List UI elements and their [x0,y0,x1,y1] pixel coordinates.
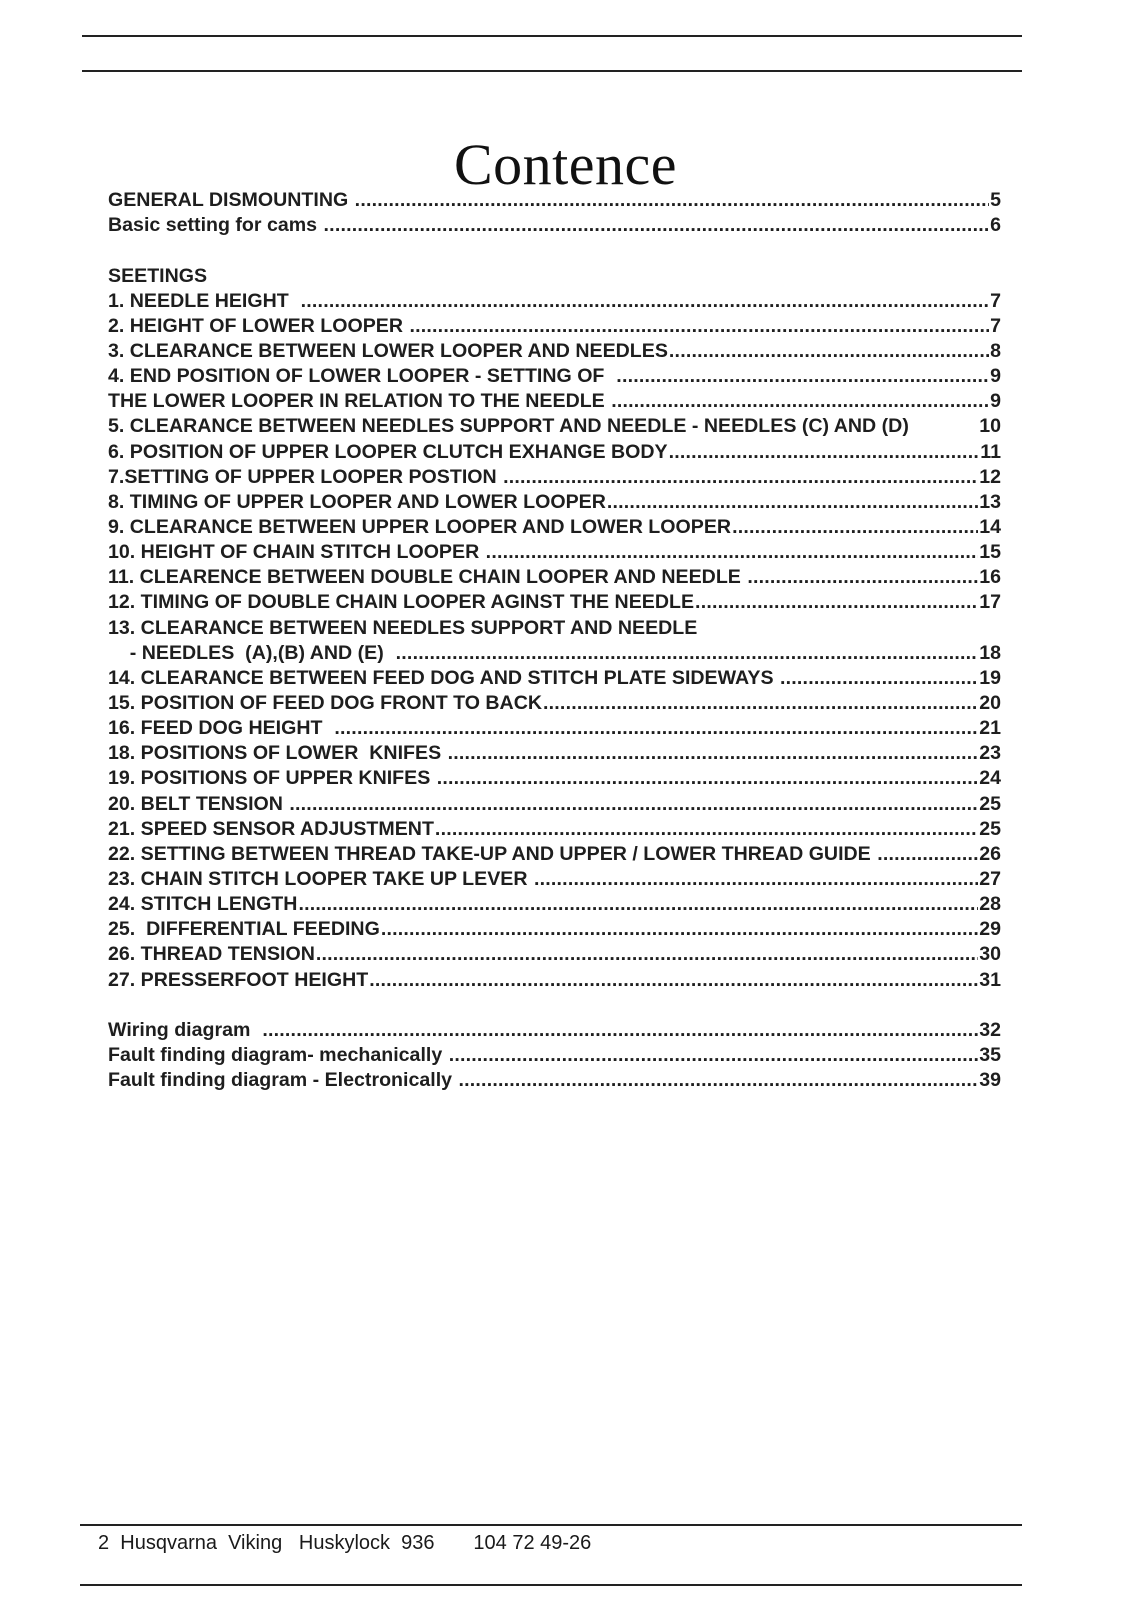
toc-entry [108,463,1001,488]
toc-entry [108,362,1001,387]
toc-entry-label: 22. SETTING BETWEEN THREAD TAKE-UP AND UPPER / LOWER THREAD GUIDE [108,842,877,865]
toc-entry-page: 26 [979,842,1001,865]
toc-leader-dots [289,793,978,815]
toc-entry-page: 25 [979,817,1001,840]
toc-entry [108,488,1001,513]
toc-entry [108,211,1001,236]
toc-entry-label: 11. CLEARENCE BETWEEN DOUBLE CHAIN LOOPER AND NEEDLE [108,566,747,589]
toc-entry-label: Fault finding diagram- mechanically [108,1043,448,1066]
toc-leader-dots [262,1019,978,1041]
toc-leader-dots [437,767,978,789]
toc-entry-page: 29 [979,918,1001,941]
toc-entry-page: 8 [990,339,1001,362]
toc-entry [108,714,1001,739]
footer-page-number: 2 [98,1532,110,1554]
toc-leader-dots [369,969,978,991]
toc-entry [108,387,1001,412]
toc-entry-label: 16. FEED DOG HEIGHT [108,717,334,740]
toc-leader-dots [449,1044,979,1066]
toc-entry [108,412,1001,437]
toc-leader-dots [409,315,989,337]
toc-leader-dots [448,742,979,764]
toc-entry-label: 23. CHAIN STITCH LOOPER TAKE UP LEVER [108,867,533,890]
toc-entry-page: 28 [979,893,1001,916]
toc-leader-dots [534,868,978,890]
toc-entry [108,789,1001,814]
toc-entry-page: 5 [990,189,1001,212]
footer-part-number: 104 72 49-26 [473,1532,592,1554]
toc-leader-dots [607,491,978,513]
toc-leader-dots [669,441,980,463]
toc-entry-page: 21 [979,717,1001,740]
toc-entry-label: 6. POSITION OF UPPER LOOPER CLUTCH EXHANGE BODY [108,440,668,463]
toc-leader-dots [543,692,978,714]
toc-entry-page: 15 [979,541,1001,564]
toc-entry-label: SEETINGS [108,264,208,287]
page-footer [98,1532,591,1555]
toc-entry [108,639,1001,664]
toc-entry-label: Wiring diagram [108,1018,262,1041]
toc-entry [108,1016,1001,1041]
toc-leader-dots [503,466,978,488]
toc-entry [108,890,1001,915]
toc-entry-label: 9. CLEARANCE BETWEEN UPPER LOOPER AND LOWER LOOPER [108,515,732,538]
toc-entry-page: 16 [979,566,1001,589]
toc-entry-label: 1. NEEDLE HEIGHT [108,289,300,312]
toc-heading [108,261,1001,286]
toc-entry-page: 32 [979,1018,1001,1041]
toc-entry-label: 13. CLEARANCE BETWEEN NEEDLES SUPPORT AND NEEDLE [108,616,698,639]
top-rule [82,35,1022,37]
toc-entry-label: 15. POSITION OF FEED DOG FRONT TO BACK [108,691,542,714]
second-rule [82,70,1022,72]
toc-leader-dots [486,541,979,563]
toc-entry-label: GENERAL DISMOUNTING [108,189,354,212]
toc-entry-label: 4. END POSITION OF LOWER LOOPER - SETTING OF [108,365,616,388]
toc-entry [108,815,1001,840]
toc-spacer [108,236,1001,261]
toc-leader-dots [435,818,978,840]
toc-entry-page: 27 [979,867,1001,890]
toc-entry-page: 13 [979,490,1001,513]
toc-entry-label: 5. CLEARANCE BETWEEN NEEDLES SUPPORT AND NEEDLE - NEEDLES (C) AND (D) [108,415,909,438]
toc-entry-page: 39 [979,1069,1001,1092]
toc-entry [108,739,1001,764]
toc-leader-dots [355,189,989,211]
toc-entry-label: - NEEDLES (A),(B) AND (E) [108,641,395,664]
toc-entry-page: 23 [979,742,1001,765]
toc-entry [108,538,1001,563]
toc-entry-page: 7 [990,289,1001,312]
toc-entry-page: 24 [979,767,1001,790]
toc-entry-page: 30 [979,943,1001,966]
toc-entry [108,588,1001,613]
toc-leader-dots [877,843,978,865]
toc-leader-dots [301,290,989,312]
toc-heading [108,613,1001,638]
toc-entry-page: 7 [990,314,1001,337]
toc-entry [108,689,1001,714]
toc-entry-page: 6 [990,214,1001,237]
toc-entry-page: 11 [980,440,1001,463]
toc-spacer [108,991,1001,1016]
toc-leader-dots [298,893,978,915]
toc-leader-dots [316,943,978,965]
toc-leader-dots [458,1069,978,1091]
footer-top-rule [80,1524,1022,1526]
footer-bottom-rule [80,1584,1022,1586]
page-title: Contence [453,131,678,197]
toc-entry-label: 21. SPEED SENSOR ADJUSTMENT [108,817,434,840]
toc-entry-page: 25 [979,792,1001,815]
toc-leader-dots [747,566,978,588]
toc-leader-dots [780,667,978,689]
toc-entry-page: 9 [990,390,1001,413]
toc-entry [108,764,1001,789]
toc-entry [108,287,1001,312]
toc-entry [108,1041,1001,1066]
toc-entry-label: 24. STITCH LENGTH [108,893,298,916]
toc-entry-label: 18. POSITIONS OF LOWER KNIFES [108,742,447,765]
toc-entry-label: 10. HEIGHT OF CHAIN STITCH LOOPER [108,541,485,564]
toc-entry [108,312,1001,337]
toc-entry-page: 31 [979,968,1001,991]
toc-leader-dots [334,717,978,739]
toc-leader-dots [695,591,978,613]
toc-entry-page: 14 [979,515,1001,538]
footer-model: Huskylock 936 [298,1532,435,1554]
footer-brand: Husqvarna Viking [120,1532,283,1554]
toc-entry-label: 14. CLEARANCE BETWEEN FEED DOG AND STITCH PLATE SIDEWAYS [108,666,779,689]
toc-entry [108,940,1001,965]
toc-entry-label: 19. POSITIONS OF UPPER KNIFES [108,767,436,790]
toc-entry [108,513,1001,538]
toc-entry [108,965,1001,990]
toc-entry [108,1066,1001,1091]
toc-entry-label: 26. THREAD TENSION [108,943,315,966]
toc-leader-dots [732,516,978,538]
toc-entry [108,337,1001,362]
toc-entry-label: 2. HEIGHT OF LOWER LOOPER [108,314,409,337]
toc-entry [108,437,1001,462]
toc-entry-page: 9 [990,365,1001,388]
toc-entry-label: 3. CLEARANCE BETWEEN LOWER LOOPER AND NEEDLES [108,339,668,362]
toc-entry-label: THE LOWER LOOPER IN RELATION TO THE NEEDLE [108,390,611,413]
toc-leader-dots [396,642,979,664]
toc-entry-page: 12 [979,465,1001,488]
toc-entry-page: 35 [979,1043,1001,1066]
toc-entry-label: 27. PRESSERFOOT HEIGHT [108,968,369,991]
toc-entry-label: 12. TIMING OF DOUBLE CHAIN LOOPER AGINST THE NEEDLE [108,591,695,614]
toc-leader-dots [616,365,989,387]
toc-entry-label: 20. BELT TENSION [108,792,289,815]
toc-entry-page: 19 [979,666,1001,689]
toc-leader-dots [611,390,989,412]
toc-entry [108,865,1001,890]
toc-entry-label: Basic setting for cams [108,214,323,237]
toc-entry-page: 17 [979,591,1001,614]
toc-leader-dots [324,214,990,236]
toc-entry [108,915,1001,940]
toc-leader-dots [669,340,989,362]
toc-entry-label: 25. DIFFERENTIAL FEEDING [108,918,380,941]
toc-entry [108,664,1001,689]
table-of-contents [108,186,1001,1091]
toc-entry-label: 8. TIMING OF UPPER LOOPER AND LOWER LOOPER [108,490,606,513]
toc-entry [108,563,1001,588]
toc-entry-label: 7.SETTING OF UPPER LOOPER POSTION [108,465,503,488]
toc-entry-page: 20 [979,691,1001,714]
toc-entry-page: 10 [979,415,1001,438]
toc-entry [108,186,1001,211]
toc-leader-dots [381,918,978,940]
toc-entry-label: Fault finding diagram - Electronically [108,1069,458,1092]
toc-entry-page: 18 [979,641,1001,664]
toc-entry [108,840,1001,865]
